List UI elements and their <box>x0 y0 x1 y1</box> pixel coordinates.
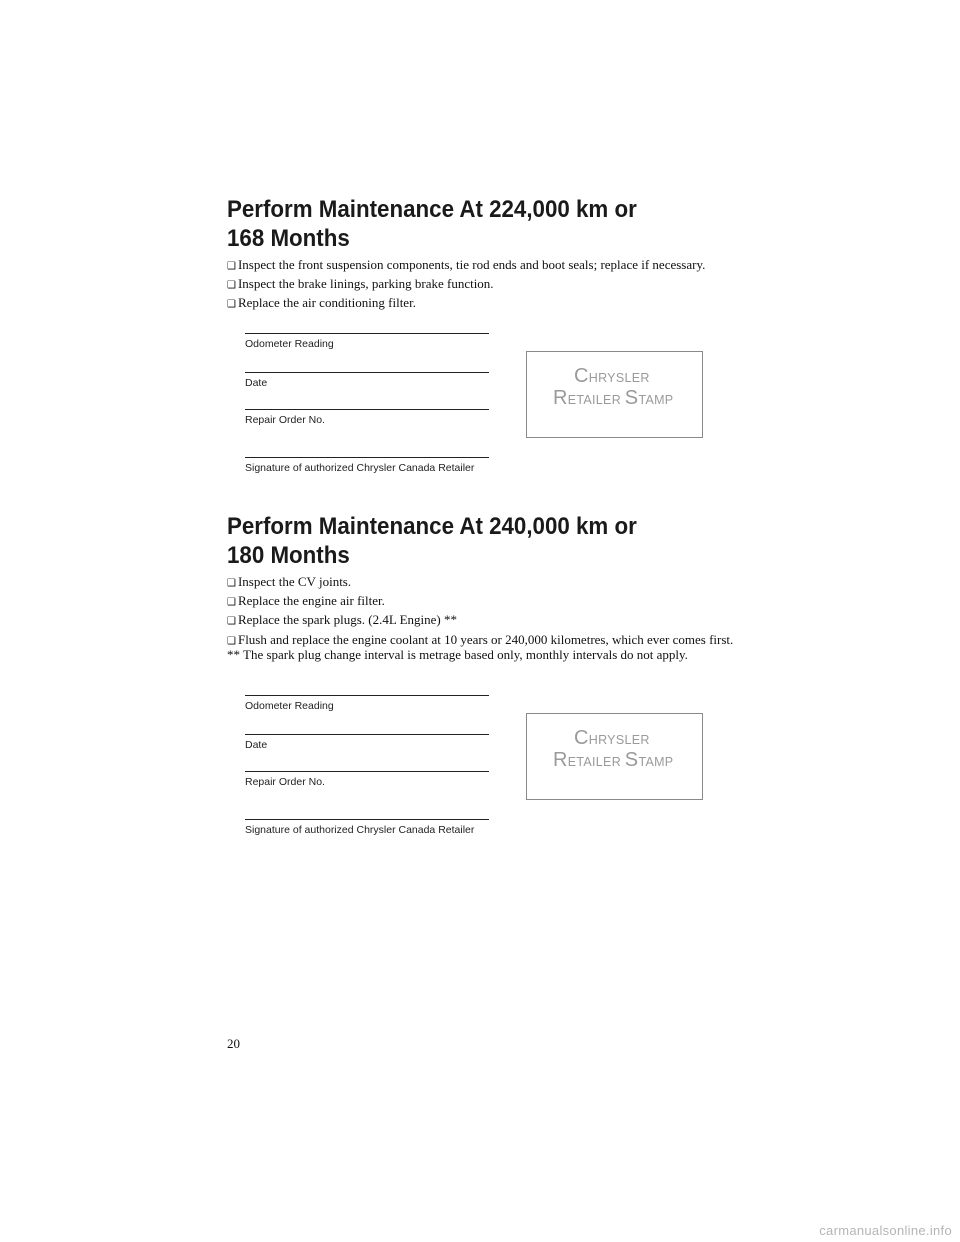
title-line-2: 168 Months <box>227 225 350 252</box>
signature-line <box>245 333 489 334</box>
signature-line <box>245 771 489 772</box>
checkbox-icon[interactable]: ❑ <box>227 280 236 292</box>
odometer-reading-field[interactable] <box>245 333 489 351</box>
checklist-item <box>227 611 733 630</box>
spark-plug-footnote: ** The spark plug change interval is metrage based only, monthly intervals do not apply. <box>227 647 688 662</box>
stamp-line-2: RETAILER STAMP <box>553 387 674 409</box>
field-label: Repair Order No. <box>245 414 325 426</box>
date-field[interactable] <box>245 372 489 390</box>
service-checklist <box>227 573 733 650</box>
field-label: Date <box>245 739 268 751</box>
service-checklist <box>227 256 705 314</box>
retailer-signature-field[interactable] <box>245 457 489 475</box>
date-field[interactable] <box>245 734 489 752</box>
page-number: 20 <box>227 1036 240 1051</box>
checklist-item-text: Inspect the front suspension components, tie rod ends and boot seals; replace if necessary. <box>237 257 706 272</box>
title-line-1: Perform Maintenance At 224,000 km or <box>227 196 637 223</box>
checkbox-icon[interactable]: ❑ <box>227 597 236 609</box>
field-label: Repair Order No. <box>245 776 325 788</box>
section-title <box>227 512 637 570</box>
field-label: Date <box>245 377 268 389</box>
checklist-item <box>227 256 705 275</box>
signature-line <box>245 372 489 373</box>
site-watermark: carmanualsonline.info <box>819 1223 952 1238</box>
title-line-1: Perform Maintenance At 240,000 km or <box>227 513 637 540</box>
repair-order-field[interactable] <box>245 409 489 427</box>
stamp-line-1: CHRYSLER <box>574 365 650 387</box>
checklist-item-text: Replace the air conditioning filter. <box>237 295 416 311</box>
checkbox-icon[interactable]: ❑ <box>227 299 236 311</box>
signature-line <box>245 695 489 696</box>
checklist-item <box>227 592 733 611</box>
checklist-item-text: Flush and replace the engine coolant at 10 years or 240,000 kilometres, which ever comes first. <box>237 631 734 647</box>
signature-line <box>245 409 489 410</box>
odometer-reading-field[interactable] <box>245 695 489 713</box>
checklist-item <box>227 573 733 592</box>
retailer-stamp-box <box>526 351 703 438</box>
field-label: Odometer Reading <box>245 338 334 350</box>
checklist-item-text: Inspect the brake linings, parking brake function. <box>237 276 494 292</box>
checklist-item-text: Replace the spark plugs. (2.4L Engine) ** <box>237 612 457 628</box>
checklist-item-text: Inspect the CV joints. <box>237 574 352 589</box>
repair-order-field[interactable] <box>245 771 489 789</box>
field-label: Signature of authorized Chrysler Canada Retailer <box>245 462 475 474</box>
signature-line <box>245 457 489 458</box>
field-label: Odometer Reading <box>245 700 334 712</box>
checkbox-icon[interactable]: ❑ <box>227 578 236 589</box>
stamp-line-1: CHRYSLER <box>574 727 650 749</box>
checkbox-icon[interactable]: ❑ <box>227 616 236 628</box>
checklist-item <box>227 275 705 294</box>
checkbox-icon[interactable]: ❑ <box>227 635 236 647</box>
section-title <box>227 195 637 253</box>
retailer-stamp-box <box>526 713 703 800</box>
signature-line <box>245 734 489 735</box>
signature-line <box>245 819 489 820</box>
title-line-2: 180 Months <box>227 542 350 569</box>
retailer-signature-field[interactable] <box>245 819 489 837</box>
stamp-line-2: RETAILER STAMP <box>553 749 674 771</box>
checklist-item <box>227 294 705 313</box>
checkbox-icon[interactable]: ❑ <box>227 261 236 272</box>
checklist-item-text: Replace the engine air filter. <box>237 593 385 609</box>
field-label: Signature of authorized Chrysler Canada Retailer <box>245 824 475 836</box>
